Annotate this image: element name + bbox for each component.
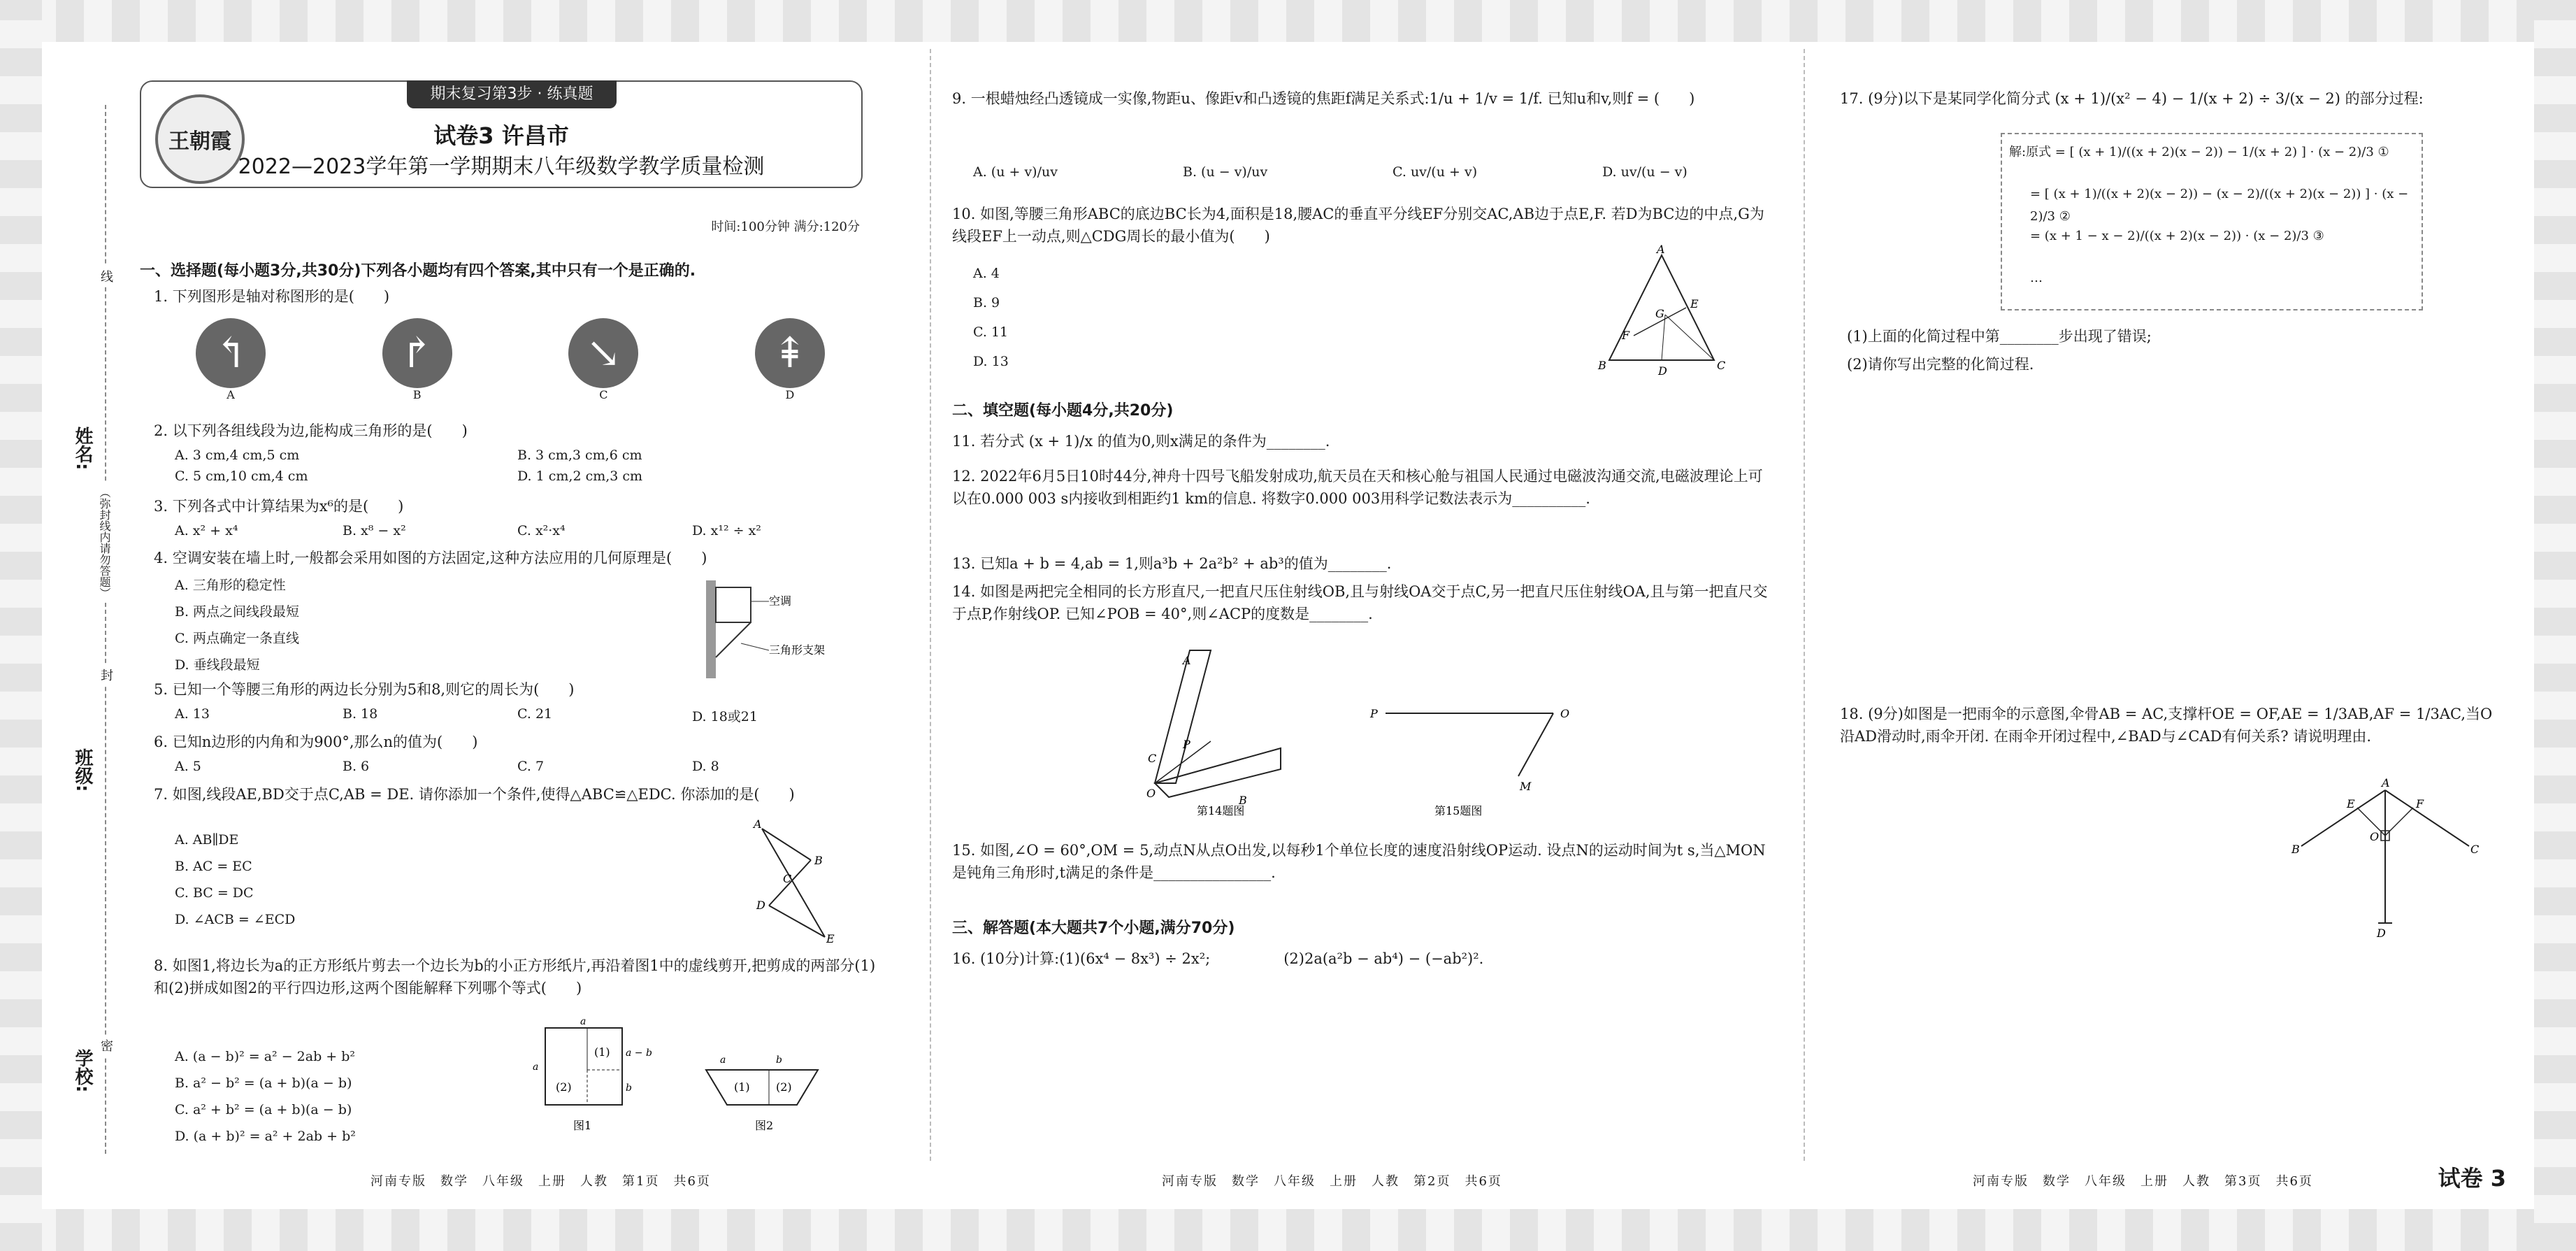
svg-text:a − b: a − b [626,1048,652,1059]
svg-text:B: B [814,854,823,867]
question-17: 17. (9分)以下是某同学化简分式 (x + 1)/(x² − 4) − 1/(x + 2) ÷ 3/(x − 2) 的部分过程: [1840,90,2424,107]
question-7: 7. 如图,线段AE,BD交于点C,AB = DE. 请你添加一个条件,使得△ABC≌△EDC. 你添加的是( ) [154,786,795,803]
q1-sign-options [196,318,825,401]
q4-option-d[interactable]: D. 垂线段最短 [175,657,260,673]
svg-text:C: C [1148,752,1157,765]
question-13: 13. 已知a + b = 4,ab = 1,则a³b + 2a²b² + ab³的值为________. [952,555,1392,572]
svg-text:F: F [1622,329,1630,342]
q6-option-c[interactable]: C. 7 [517,759,545,774]
q9-option-a[interactable]: A. (u + v)/uv [973,164,1058,180]
q15-figure-caption: 第15题图 [1434,804,1483,817]
q8-option-d[interactable]: D. (a + b)² = a² + 2ab + b² [175,1129,356,1144]
svg-text:P: P [1370,707,1378,720]
svg-text:A: A [1183,654,1191,667]
q7-option-d[interactable]: D. ∠ACB = ∠ECD [175,912,296,927]
q4-option-c[interactable]: C. 两点确定一条直线 [175,631,299,646]
page-2-column [930,49,1797,1189]
decorative-border-top [0,0,2576,42]
svg-text:a: a [720,1055,726,1066]
svg-text:b: b [626,1082,632,1094]
svg-text:O: O [2370,830,2380,843]
svg-text:C: C [2470,843,2480,856]
q8-option-c[interactable]: C. a² + b² = (a + b)(a − b) [175,1102,352,1117]
q1-option-label: B [412,388,422,401]
q7-triangles-figure [748,818,853,944]
q5-option-c[interactable]: C. 21 [517,706,553,722]
seal-line [105,105,106,1154]
question-16: 16. (10分)计算:(1)(6x⁴ − 8x³) ÷ 2x²; (2)2a(a²b − ab⁴) − (−ab²)². [952,950,1484,967]
exam-header [140,80,863,188]
svg-text:B: B [1598,359,1606,372]
q17-subquestion-1: (1)上面的化简过程中第________步出现了错误; [1847,328,2152,345]
fork-arrow-icon: ⇞ [755,318,825,388]
q5-option-b[interactable]: B. 18 [343,706,378,722]
q3-option-b[interactable]: B. x⁸ − x² [343,523,406,538]
svg-text:C: C [1717,359,1726,372]
q4-fig-label-bracket: 三角形支架 [769,643,825,657]
svg-text:A: A [754,818,762,831]
question-14: 14. 如图是两把完全相同的长方形直尺,一把直尺压住射线OB,且与射线OA交于点C,另一把直尺压住射线OA,且与第一把直尺交于点P,作射线OP. 已知∠POB = 40°,则∠ACP的度数是________. [952,583,1768,622]
q6-option-d[interactable]: D. 8 [692,759,719,774]
q1-option-a[interactable] [196,318,266,401]
turn-left-arrow-icon: ↰ [196,318,266,388]
decorative-border-left [0,0,42,1251]
q2-option-a[interactable]: A. 3 cm,4 cm,5 cm [175,448,300,463]
logo-text: 王朝霞 [168,129,231,154]
svg-text:b: b [776,1055,782,1066]
svg-text:O: O [1560,707,1570,720]
page-1-footer: 河南专版 数学 八年级 上册 人教 第1页 共6页 [370,1174,711,1189]
q7-option-c[interactable]: C. BC = DC [175,885,254,901]
q9-option-d[interactable]: D. uv/(u − v) [1602,164,1688,180]
q17-step-2: = [ (x + 1)/((x + 2)(x − 2)) − (x − 2)/((x + 2)(x − 2)) ] · (x − 2)/3 ② [2030,187,2409,224]
q10-option-c[interactable]: C. 11 [973,324,1009,340]
q8-option-a[interactable]: A. (a − b)² = a² − 2ab + b² [175,1049,356,1064]
q5-option-a[interactable]: A. 13 [175,706,210,722]
svg-text:E: E [2347,797,2355,810]
exam-paper-number: 试卷 3 [2438,1165,2506,1192]
q1-option-label: D [785,388,795,401]
q4-option-a[interactable]: A. 三角形的稳定性 [175,578,286,593]
svg-text:(1): (1) [594,1045,610,1059]
q5-option-d[interactable]: D. 18或21 [692,709,758,724]
q6-option-a[interactable]: A. 5 [175,759,201,774]
q17-solution-box [2001,133,2423,310]
q1-option-label: C [599,388,608,401]
question-1: 1. 下列图形是轴对称图形的是( ) [154,288,390,305]
q18-umbrella-figure [2287,776,2483,944]
q1-option-d[interactable] [755,318,825,401]
q3-option-a[interactable]: A. x² + x⁴ [175,523,238,538]
q17-step-1: 解:原式 = [ (x + 1)/((x + 2)(x − 2)) − 1/(x + 2) ] · (x − 2)/3 ① [2009,145,2389,159]
review-banner: 期末复习第3步 · 练真题 [407,80,617,108]
q4-option-b[interactable]: B. 两点之间线段最短 [175,604,300,620]
svg-text:A: A [1657,245,1665,256]
binding-margin [63,105,147,1154]
svg-text:G: G [1655,307,1664,320]
q14-rulers-figure [1141,636,1316,818]
page-1-column [140,49,909,1189]
q3-option-c[interactable]: C. x²·x⁴ [517,523,566,538]
svg-text:E: E [1690,297,1699,310]
svg-text:(2): (2) [776,1080,792,1094]
question-11: 11. 若分式 (x + 1)/x 的值为0,则x满足的条件为________. [952,433,1330,450]
svg-text:D: D [2377,927,2386,940]
q2-option-d[interactable]: D. 1 cm,2 cm,3 cm [517,469,643,484]
svg-text:B: B [2291,843,2300,856]
question-12: 12. 2022年6月5日10时44分,神舟十四号飞船发射成功,航天员在天和核心舱与祖国人民通过电磁波沟通交流,电磁波理论上可以在0.000 003 s内接收到相距约1 km的信息. 将数字0.000 003用科学记数法表示为__________. [952,468,1763,507]
q10-option-b[interactable]: B. 9 [973,295,1000,310]
q17-step-3: = (x + 1 − x − 2)/((x + 2)(x − 2)) · (x − 2)/3 ③ [2030,229,2324,243]
exam-sheet [49,49,2527,1203]
q17-step-4: … [2030,271,2043,285]
svg-text:A: A [2382,776,2390,789]
seal-tag-line: 线 [96,266,115,287]
q10-triangle-figure [1595,245,1735,385]
q7-option-b[interactable]: B. AC = EC [175,859,252,874]
q2-option-b[interactable]: B. 3 cm,3 cm,6 cm [517,448,642,463]
question-18: 18. (9分)如图是一把雨伞的示意图,伞骨AB = AC,支撑杆OE = OF,AE = 1/3AB,AF = 1/3AC,当O沿AD滑动时,雨伞开闭. 在雨伞开闭过程中,∠BAD与∠CAD有何关系? 请说明理由. [1840,706,2493,745]
q1-option-c[interactable] [568,318,638,401]
q17-subquestion-2: (2)请你写出完整的化简过程. [1847,356,2034,373]
q1-option-label: A [226,388,235,401]
seal-tag-secret: 密 [96,1035,115,1056]
q9-option-b[interactable]: B. (u − v)/uv [1183,164,1268,180]
q9-option-c[interactable]: C. uv/(u + v) [1393,164,1478,180]
question-3: 3. 下列各式中计算结果为x⁶的是( ) [154,498,404,515]
page-3-footer: 河南专版 数学 八年级 上册 人教 第3页 共6页 [1973,1174,2313,1189]
q8-figures [517,1014,881,1140]
svg-text:(2): (2) [556,1080,572,1094]
question-10: 10. 如图,等腰三角形ABC的底边BC长为4,面积是18,腰AC的垂直平分线EF分别交AC,AB边于点E,F. 若D为BC边的中点,G为线段EF上一动点,则△CDG周长的最小值为( ) [952,206,1764,245]
section-2-heading: 二、填空题(每小题4分,共20分) [952,402,1174,420]
q8-option-b[interactable]: B. a² − b² = (a + b)(a − b) [175,1075,352,1091]
q7-option-a[interactable]: A. AB∥DE [175,832,239,848]
q10-option-a[interactable]: A. 4 [973,266,1000,281]
turn-right-arrow-icon: ↱ [382,318,452,388]
seal-tag-seal: 封 [96,664,115,685]
svg-text:(1): (1) [734,1080,750,1094]
q8-figure-1-caption: 图1 [573,1119,592,1132]
name-label: 姓名: [72,427,93,471]
question-8: 8. 如图1,将边长为a的正方形纸片剪去一个边长为b的小正方形纸片,再沿着图1中的虚线剪开,把剪成的两部分(1)和(2)拼成如图2的平行四边形,这两个图能解释下列哪个等式( ) [154,957,876,996]
question-15: 15. 如图,∠O = 60°,OM = 5,动点N从点O出发,以每秒1个单位长度的速度沿射线OP运动. 设点N的运动时间为t s,当△MON是钝角三角形时,t满足的条件是________________. [952,842,1766,881]
q4-aircon-figure [699,573,825,685]
q10-option-d[interactable]: D. 13 [973,354,1009,369]
svg-text:M: M [1520,780,1532,793]
question-4: 4. 空调安装在墙上时,一般都会采用如图的方法固定,这种方法应用的几何原理是( ) [154,550,707,566]
q6-option-b[interactable]: B. 6 [343,759,370,774]
q14-figure-caption: 第14题图 [1197,804,1245,817]
exam-title: 试卷3 许昌市 [433,122,569,149]
question-5: 5. 已知一个等腰三角形的两边长分别为5和8,则它的周长为( ) [154,681,575,698]
page-2-footer: 河南专版 数学 八年级 上册 人教 第2页 共6页 [1162,1174,1502,1189]
q2-option-c[interactable]: C. 5 cm,10 cm,4 cm [175,469,308,484]
section-3-heading: 三、解答题(本大题共7个小题,满分70分) [952,920,1235,937]
svg-text:E: E [826,932,835,944]
time-score-info: 时间:100分钟 满分:120分 [711,220,860,234]
diagonal-arrow-icon: ↘ [568,318,638,388]
svg-text:D: D [1658,364,1667,378]
decorative-border-right [2534,0,2576,1251]
question-2: 2. 以下列各组线段为边,能构成三角形的是( ) [154,422,468,439]
q4-fig-label-aircon: 空调 [769,594,792,608]
question-9: 9. 一根蜡烛经凸透镜成一实像,物距u、像距v和凸透镜的焦距f满足关系式:1/u + 1/v = 1/f. 已知u和v,则f = ( ) [952,90,1695,107]
svg-text:a: a [580,1016,587,1027]
school-label: 学校: [72,1049,93,1093]
svg-text:D: D [756,899,765,912]
svg-text:F: F [2416,797,2424,810]
q3-option-d[interactable]: D. x¹² ÷ x² [692,523,761,538]
class-label: 班级: [72,748,93,792]
svg-text:C: C [783,872,792,885]
decorative-border-bottom [0,1209,2576,1251]
q8-figure-2-caption: 图2 [755,1119,774,1132]
svg-text:B: B [1239,794,1247,807]
question-6: 6. 已知n边形的内角和为900°,那么n的值为( ) [154,734,478,750]
q15-angle-figure [1365,699,1588,818]
svg-text:P: P [1183,738,1190,751]
exam-subtitle: 2022—2023学年第一学期期末八年级数学教学质量检测 [238,155,765,179]
section-1-heading: 一、选择题(每小题3分,共30分)下列各小题均有四个答案,其中只有一个是正确的. [140,262,696,280]
q1-option-b[interactable] [382,318,452,401]
svg-text:O: O [1146,787,1156,800]
seal-note: （弥封线内请勿答题） [96,482,113,603]
svg-text:a: a [533,1061,539,1073]
